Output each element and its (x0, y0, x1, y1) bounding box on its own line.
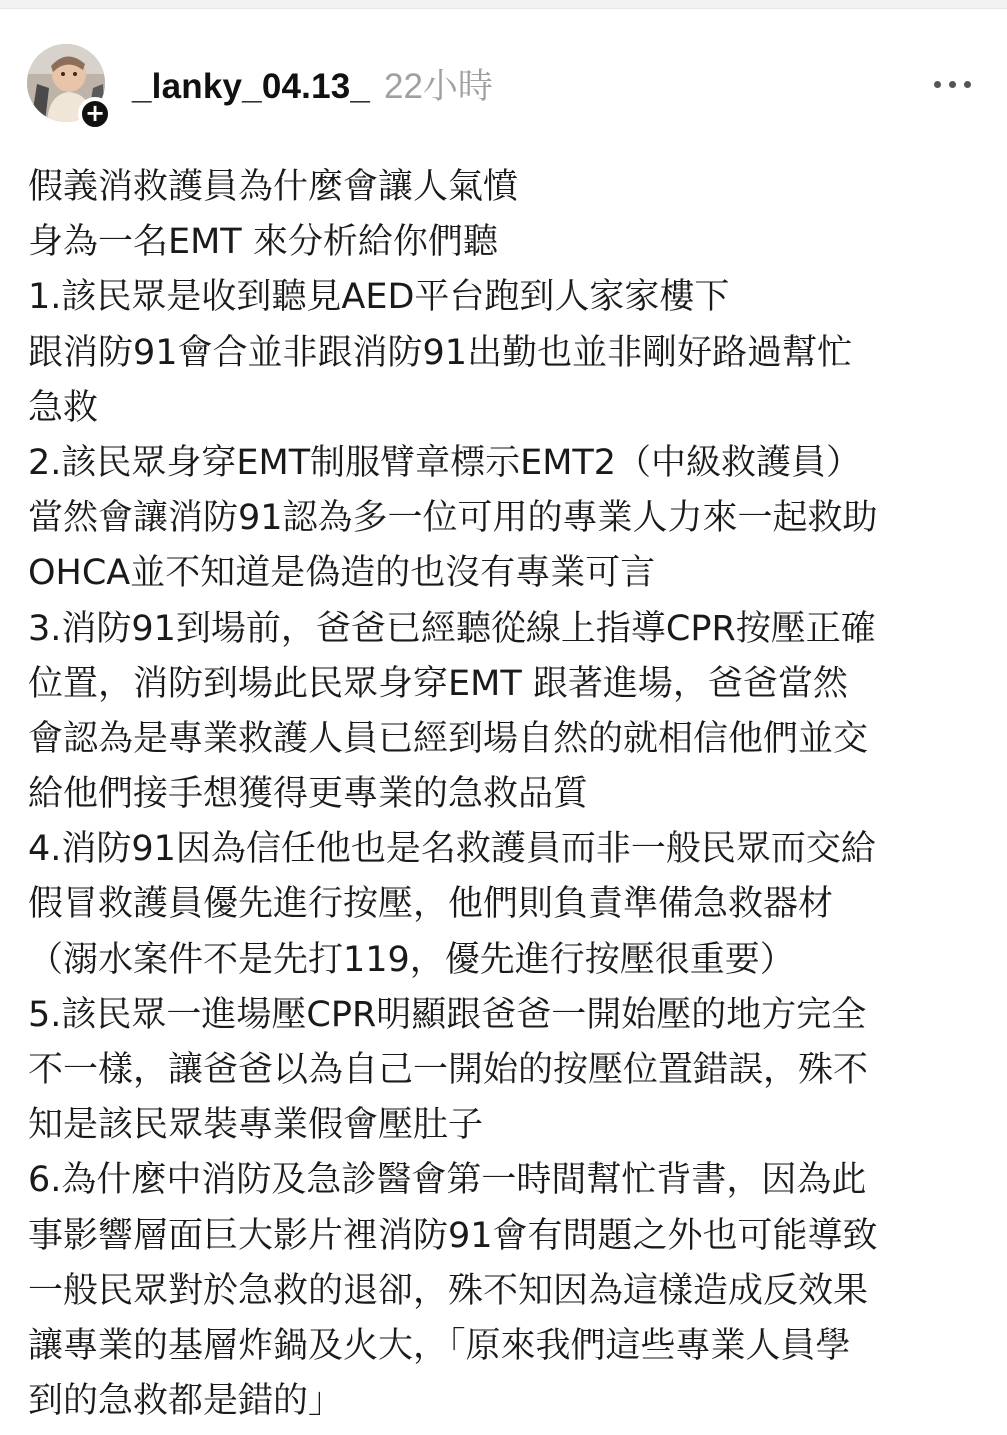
post-text-line: 給他們接手想獲得更專業的急救品質 (28, 774, 589, 815)
post-text-line: 5.該民眾一進場壓CPR明顯跟爸爸一開始壓的地方完全 (28, 994, 867, 1035)
post-text-line: 1.該民眾是收到聽見AED平台跑到人家家樓下 (28, 277, 730, 318)
more-options-button[interactable] (930, 70, 974, 100)
post-text-line: 4.消防91因為信任他也是名救護員而非一般民眾而交給 (28, 829, 876, 870)
post-text-line: 到的急救都是錯的」 (28, 1381, 344, 1422)
post-text-line: 跟消防91會合並非跟消防91出勤也並非剛好路過幫忙 (28, 332, 853, 373)
post-text-line: 身為一名EMT 來分析給你們聽 (28, 222, 498, 263)
post-text-line: 當然會讓消防91認為多一位可用的專業人力來一起救助 (28, 498, 878, 539)
post-text (28, 160, 988, 1429)
post-text-line: 位置，消防到場此民眾身穿EMT 跟著進場，爸爸當然 (28, 663, 848, 704)
post-text-line: 急救 (28, 387, 99, 428)
post-text-line: 不一樣，讓爸爸以為自己一開始的按壓位置錯誤，殊不 (28, 1050, 869, 1090)
post-text-line: 知是該民眾裝專業假會壓肚子 (28, 1105, 484, 1146)
post-text-line: 6.為什麼中消防及急診醫會第一時間幫忙背書，因為此 (28, 1160, 867, 1201)
post-text-line: 一般民眾對於急救的退卻，殊不知因為這樣造成反效果 (28, 1270, 869, 1311)
post-header (0, 40, 1007, 140)
follow-plus-button[interactable] (78, 97, 112, 131)
post-text-line: OHCA並不知道是偽造的也沒有專業可言 (28, 553, 656, 594)
post-text-line: 3.消防91到場前，爸爸已經聽從線上指導CPR按壓正確 (28, 608, 876, 649)
avatar-container[interactable] (27, 44, 111, 128)
plus-icon: + (84, 99, 106, 127)
post-timestamp: 22小時 (384, 67, 493, 106)
post-text-line: 會認為是專業救護人員已經到場自然的就相信他們並交 (28, 718, 869, 759)
post-text-line: 2.該民眾身穿EMT制服臂章標示EMT2（中級救護員） (28, 442, 862, 483)
post-text-line: 假冒救護員優先進行按壓，他們則負責準備急救器材 (28, 884, 834, 925)
post-text-line: 假義消救護員為什麼會讓人氣憤 (28, 167, 519, 207)
post-text-line: （溺水案件不是先打119，優先進行按壓很重要） (28, 939, 795, 980)
post-text-line: 事影響層面巨大影片裡消防91會有問題之外也可能導致 (28, 1215, 878, 1256)
username-link[interactable]: _lanky_04.13_ (132, 67, 371, 106)
top-divider (0, 0, 1007, 9)
post-text-line: 讓專業的基層炸鍋及火大，「原來我們這些專業人員學 (28, 1325, 851, 1366)
